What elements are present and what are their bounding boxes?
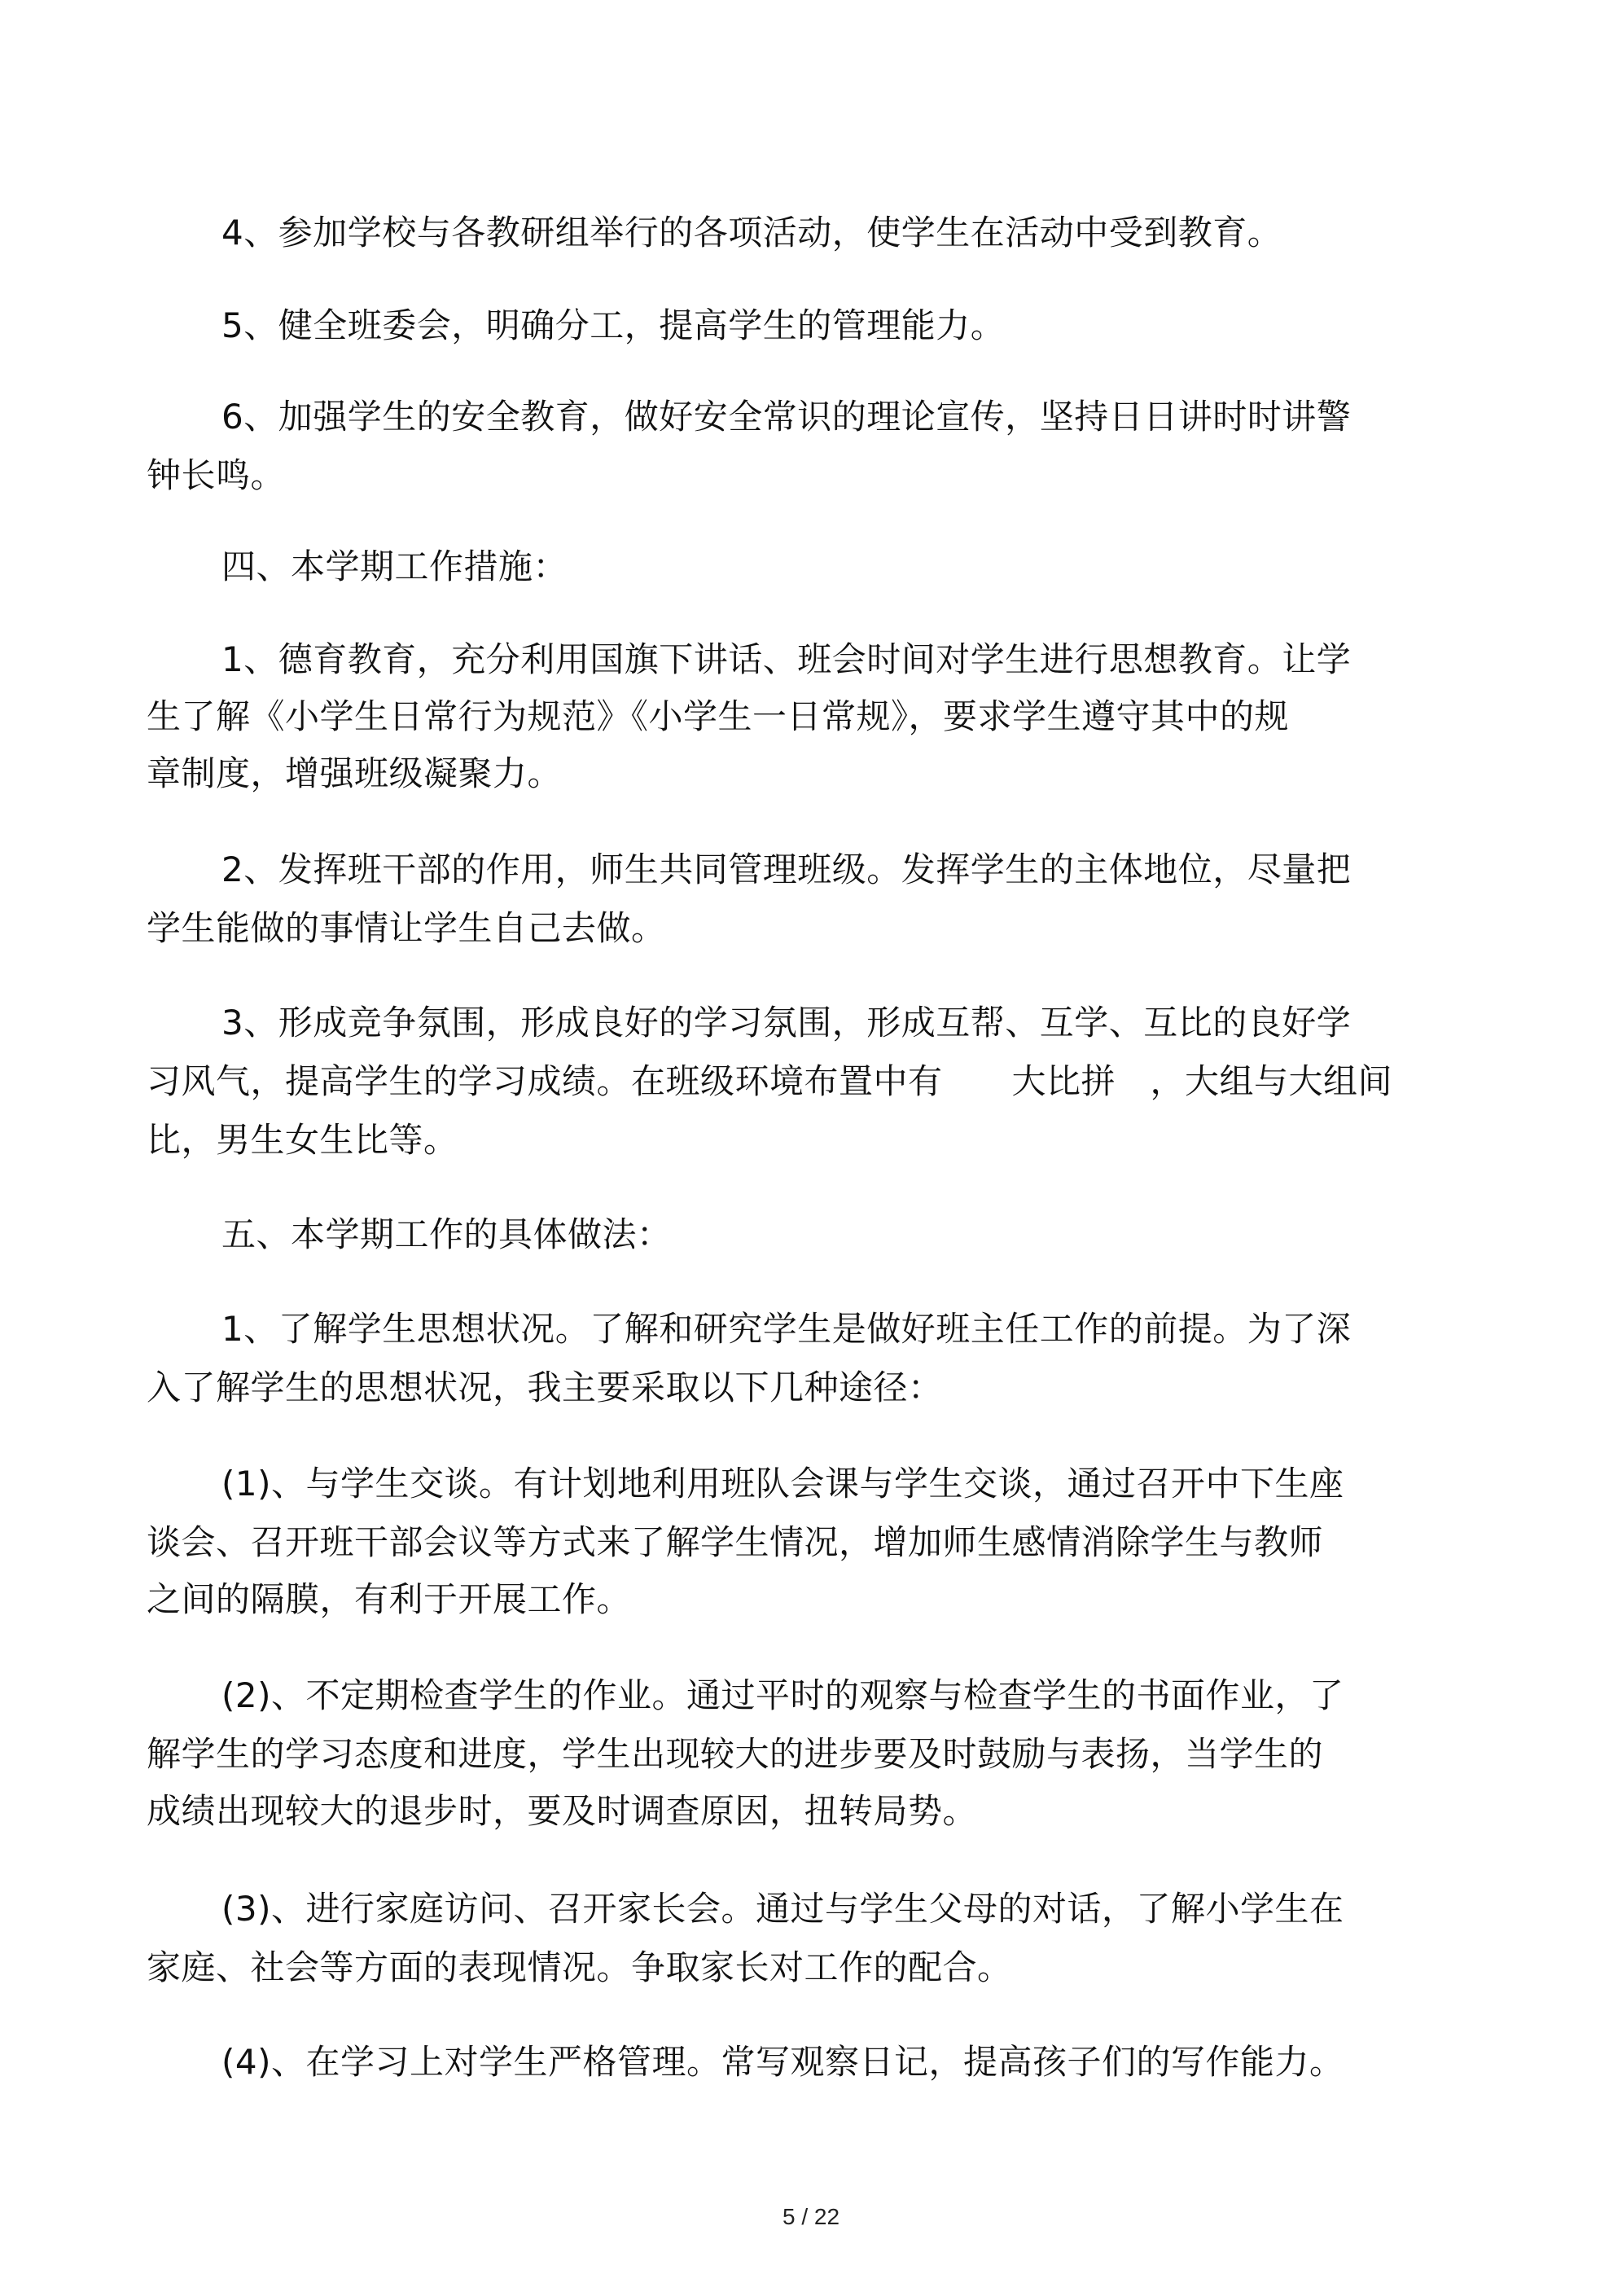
paragraph-line: 习风气，提高学生的学习成绩。在班级环境布置中有 大比拼 ，大组与大组间: [147, 1061, 1393, 1101]
paragraph-line: 之间的隔膜，有利于开展工作。: [147, 1579, 632, 1619]
paragraph-line: 解学生的学习态度和进度，学生出现较大的进步要及时鼓励与表扬，当学生的: [147, 1734, 1324, 1774]
paragraph-line: 家庭、社会等方面的表现情况。争取家长对工作的配合。: [147, 1947, 1012, 1987]
paragraph-line: 1、德育教育，充分利用国旗下讲话、班会时间对学生进行思想教育。让学: [221, 639, 1352, 679]
section-heading: 四、本学期工作措施：: [221, 547, 568, 586]
paragraph-line: 3、形成竞争氛围，形成良好的学习氛围，形成互帮、互学、互比的良好学: [221, 1003, 1352, 1043]
paragraph-line: (1)、与学生交谈。有计划地利用班队会课与学生交谈，通过召开中下生座: [221, 1464, 1344, 1504]
paragraph-line: 钟长鸣。: [147, 455, 286, 495]
paragraph-line: 章制度，增强班级凝聚力。: [147, 753, 563, 793]
paragraph-line: 6、加强学生的安全教育，做好安全常识的理论宣传，坚持日日讲时时讲警: [221, 397, 1352, 437]
paragraph-line: 成绩出现较大的退步时，要及时调查原因，扭转局势。: [147, 1791, 978, 1831]
paragraph-line: (2)、不定期检查学生的作业。通过平时的观察与检查学生的书面作业，了: [221, 1675, 1344, 1715]
paragraph-line: 2、发挥班干部的作用，师生共同管理班级。发挥学生的主体地位，尽量把: [221, 849, 1352, 889]
section-heading: 五、本学期工作的具体做法：: [221, 1214, 672, 1254]
paragraph-line: (4)、在学习上对学生严格管理。常写观察日记，提高孩子们的写作能力。: [221, 2042, 1344, 2082]
paragraph-line: 1、了解学生思想状况。了解和研究学生是做好班主任工作的前提。为了深: [221, 1309, 1352, 1349]
paragraph-line: (3)、进行家庭访问、召开家长会。通过与学生父母的对话，了解小学生在: [221, 1889, 1344, 1929]
paragraph-line: 入了解学生的思想状况，我主要采取以下几种途径：: [147, 1368, 943, 1407]
paragraph-line: 5、健全班委会，明确分工，提高学生的管理能力。: [221, 305, 1006, 345]
paragraph-line: 谈会、召开班干部会议等方式来了解学生情况，增加师生感情消除学生与教师: [147, 1522, 1324, 1562]
paragraph-line: 比，男生女生比等。: [147, 1120, 458, 1160]
page-number: 5 / 22: [782, 2204, 840, 2229]
paragraph-line: 4、参加学校与各教研组举行的各项活动，使学生在活动中受到教育。: [221, 213, 1282, 252]
paragraph-line: 生了解《小学生日常行为规范》《小学生一日常规》，要求学生遵守其中的规: [147, 696, 1290, 736]
paragraph-line: 学生能做的事情让学生自己去做。: [147, 908, 666, 948]
